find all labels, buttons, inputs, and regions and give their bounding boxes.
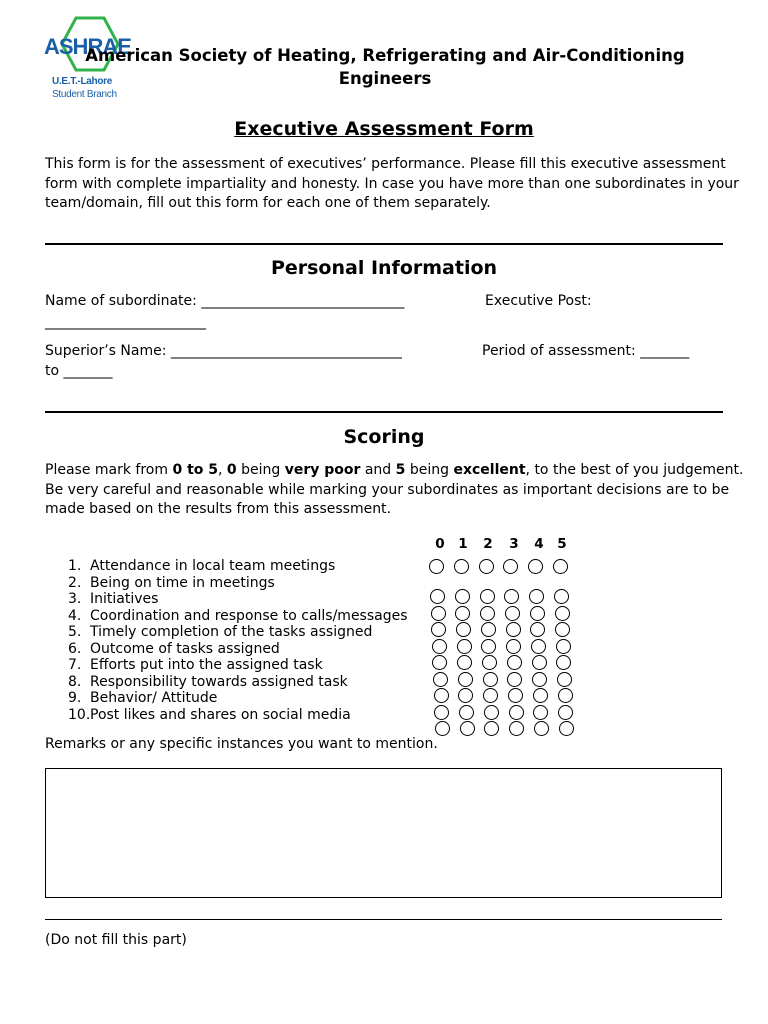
rating-option-5-3[interactable] — [506, 639, 521, 654]
rating-option-6-0[interactable] — [432, 655, 447, 670]
score-header-0: 0 — [435, 536, 445, 552]
superior-name-label: Superior’s Name: — [45, 343, 167, 359]
criterion-item: 3. Initiatives — [68, 591, 159, 607]
period-end-blank[interactable]: _______ — [63, 363, 113, 379]
rating-option-6-5[interactable] — [556, 655, 571, 670]
criterion-item: 5. Timely completion of the tasks assigned — [68, 624, 373, 640]
rating-option-10-2[interactable] — [484, 721, 499, 736]
rating-option-2-4[interactable] — [529, 589, 544, 604]
period-label: Period of assessment: — [482, 343, 636, 359]
logo-brand: ASHRAE — [44, 34, 131, 59]
remarks-label: Remarks or any specific instances you want to mention. — [45, 736, 438, 752]
score-header-2: 2 — [483, 536, 493, 552]
executive-post-blank[interactable]: _______________________ — [45, 314, 206, 330]
rating-option-6-3[interactable] — [507, 655, 522, 670]
rating-option-7-4[interactable] — [532, 672, 547, 687]
rating-option-7-5[interactable] — [557, 672, 572, 687]
section-divider — [45, 243, 723, 245]
rating-option-2-3[interactable] — [504, 589, 519, 604]
executive-post-label: Executive Post: — [485, 293, 592, 309]
rating-option-9-4[interactable] — [533, 705, 548, 720]
rating-option-10-0[interactable] — [435, 721, 450, 736]
rating-option-6-1[interactable] — [457, 655, 472, 670]
rating-option-1-2[interactable] — [479, 559, 494, 574]
scoring-instructions: Please mark from 0 to 5, 0 being very poor and 5 being excellent, to the best of you judgement. Be very careful and reasonable while marking your subordinates as important decisions are to be made based on the results from this assessment. — [45, 462, 744, 517]
office-use-note: (Do not fill this part) — [45, 932, 187, 948]
rating-option-5-1[interactable] — [457, 639, 472, 654]
rating-option-4-4[interactable] — [530, 622, 545, 637]
criterion-item: 4. Coordination and response to calls/messages — [68, 607, 408, 624]
period-to-label: to — [45, 363, 60, 379]
subordinate-name-label: Name of subordinate: — [45, 293, 197, 309]
rating-option-2-5[interactable] — [554, 589, 569, 604]
criterion-item: 1. Attendance in local team meetings — [68, 558, 336, 574]
period-end-field[interactable] — [45, 363, 113, 379]
logo-subtitle-2: Student Branch — [52, 89, 117, 100]
score-header-5: 5 — [557, 536, 567, 552]
superior-name-field[interactable] — [45, 343, 402, 359]
very-poor-label: very poor — [284, 462, 361, 478]
rating-option-9-2[interactable] — [484, 705, 499, 720]
rating-option-1-3[interactable] — [503, 559, 518, 574]
rating-option-2-1[interactable] — [455, 589, 470, 604]
criterion-item: 8. Responsibility towards assigned task — [68, 673, 348, 690]
excellent-label: excellent — [453, 462, 526, 478]
criterion-item: 10.Post likes and shares on social media — [68, 706, 351, 723]
rating-option-3-2[interactable] — [480, 606, 495, 621]
rating-option-4-5[interactable] — [555, 622, 570, 637]
subordinate-name-field[interactable] — [45, 293, 404, 309]
rating-option-8-0[interactable] — [434, 688, 449, 703]
rating-option-6-4[interactable] — [532, 655, 547, 670]
rating-option-5-5[interactable] — [556, 639, 571, 654]
criterion-item: 9. Behavior/ Attitude — [68, 690, 218, 706]
rating-option-7-3[interactable] — [507, 672, 522, 687]
intro-paragraph: This form is for the assessment of executives’ performance. Please fill this executive assessment form with complete impartiality and honesty. In case you have more than one subordinates in your team/domain, fill out this form for each one of them separately. — [45, 156, 739, 211]
assessment-period-field[interactable] — [482, 343, 689, 359]
rating-option-4-2[interactable] — [481, 622, 496, 637]
rating-option-1-0[interactable] — [429, 559, 444, 574]
remarks-textbox[interactable] — [45, 768, 722, 898]
rating-option-7-0[interactable] — [433, 672, 448, 687]
organization-name: American Society of Heating, Refrigerating and Air-Conditioning — [85, 46, 685, 65]
rating-option-5-2[interactable] — [481, 639, 496, 654]
period-start-blank[interactable]: _______ — [640, 343, 690, 359]
rating-option-3-4[interactable] — [530, 606, 545, 621]
scale-range: 0 to 5 — [172, 462, 218, 478]
subordinate-name-blank[interactable]: _____________________________ — [201, 293, 405, 309]
rating-option-3-0[interactable] — [431, 606, 446, 621]
rating-option-2-2[interactable] — [480, 589, 495, 604]
rating-option-8-1[interactable] — [458, 688, 473, 703]
form-title: Executive Assessment Form — [234, 118, 534, 140]
rating-option-2-0[interactable] — [430, 589, 445, 604]
rating-option-5-0[interactable] — [432, 639, 447, 654]
rating-option-1-1[interactable] — [454, 559, 469, 574]
score-header-3: 3 — [509, 536, 519, 552]
rating-option-4-0[interactable] — [431, 622, 446, 637]
criterion-item: 7. Efforts put into the assigned task — [68, 657, 323, 673]
rating-option-4-3[interactable] — [506, 622, 521, 637]
rating-option-3-5[interactable] — [555, 606, 570, 621]
criteria-list — [68, 558, 418, 723]
rating-option-9-1[interactable] — [459, 705, 474, 720]
rating-option-8-3[interactable] — [508, 688, 523, 703]
rating-option-10-4[interactable] — [534, 721, 549, 736]
score-header-1: 1 — [458, 536, 468, 552]
rating-option-8-4[interactable] — [533, 688, 548, 703]
superior-name-blank[interactable]: _________________________________ — [170, 343, 402, 359]
criterion-item: 2. Being on time in meetings — [68, 574, 275, 591]
rating-option-3-3[interactable] — [505, 606, 520, 621]
rating-option-4-1[interactable] — [456, 622, 471, 637]
section-divider — [45, 411, 723, 413]
organization-name-line2: Engineers — [338, 69, 432, 88]
rating-option-10-1[interactable] — [460, 721, 475, 736]
rating-option-1-5[interactable] — [553, 559, 568, 574]
scoring-title: Scoring — [343, 426, 425, 448]
rating-option-7-2[interactable] — [483, 672, 498, 687]
rating-option-10-5[interactable] — [559, 721, 574, 736]
rating-option-8-2[interactable] — [483, 688, 498, 703]
rating-option-10-3[interactable] — [509, 721, 524, 736]
rating-option-9-0[interactable] — [434, 705, 449, 720]
cut-line — [45, 919, 722, 920]
rating-option-8-5[interactable] — [558, 688, 573, 703]
rating-option-1-4[interactable] — [528, 559, 543, 574]
score-header-4: 4 — [534, 536, 544, 552]
logo-subtitle: U.E.T.-Lahore — [52, 76, 112, 87]
rating-option-6-2[interactable] — [482, 655, 497, 670]
rating-option-9-5[interactable] — [558, 705, 573, 720]
rating-option-3-1[interactable] — [455, 606, 470, 621]
criterion-item: 6. Outcome of tasks assigned — [68, 640, 280, 657]
rating-option-5-4[interactable] — [531, 639, 546, 654]
rating-option-7-1[interactable] — [458, 672, 473, 687]
personal-info-title: Personal Information — [270, 257, 498, 279]
rating-option-9-3[interactable] — [509, 705, 524, 720]
